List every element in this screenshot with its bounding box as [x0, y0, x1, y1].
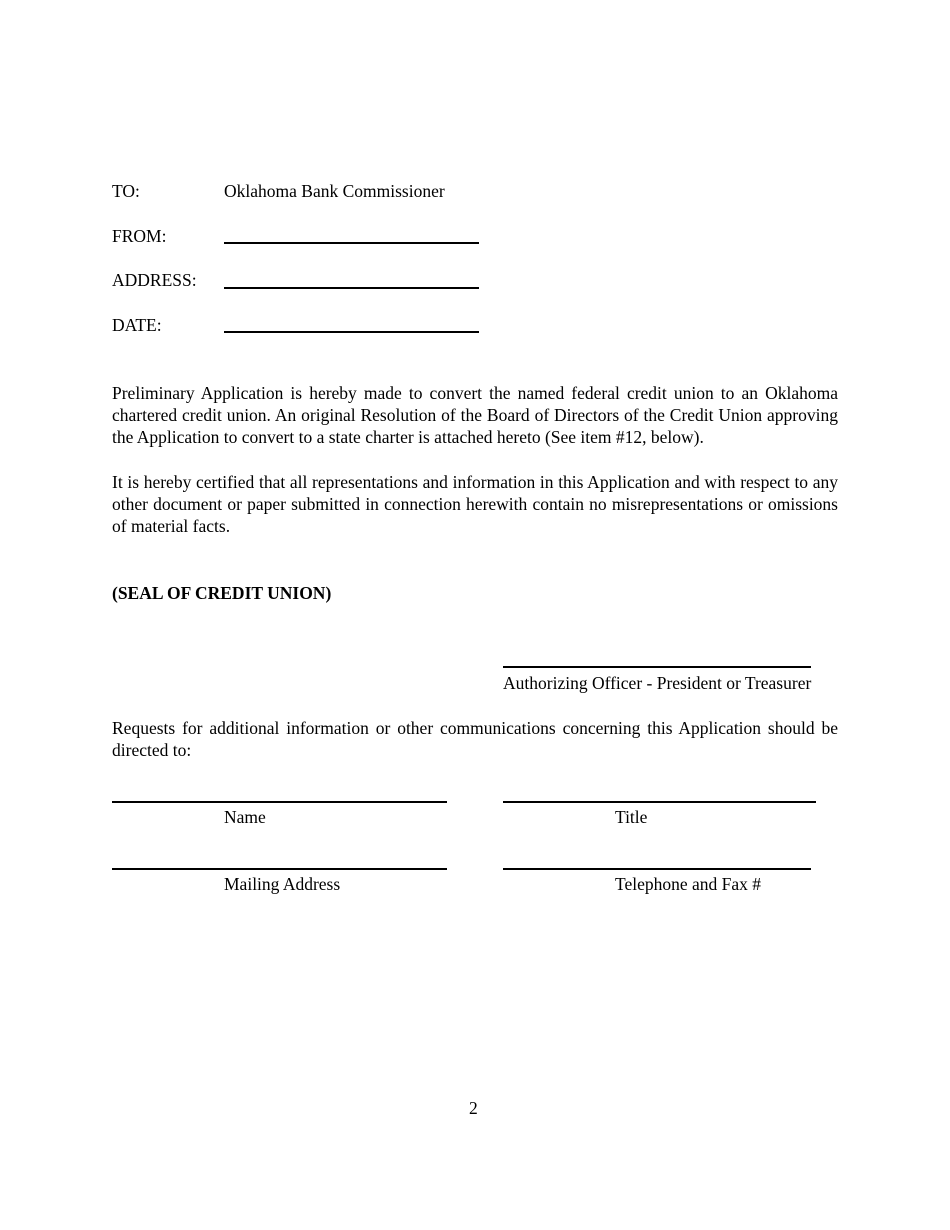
to-value: Oklahoma Bank Commissioner [224, 181, 445, 201]
contact-intro: Requests for additional information or other communications concerning this Application should be directed to: [112, 718, 838, 760]
title-field-line[interactable] [503, 801, 816, 803]
name-label: Name [224, 807, 266, 827]
page-number: 2 [469, 1098, 478, 1118]
mailing-address-field-line[interactable] [112, 868, 447, 870]
application-paragraph: Preliminary Application is hereby made to convert the named federal credit union to an Oklahoma chartered credit union. An original Resolution of the Board of Directors of the Credit Union approving the Application to convert to a state charter is attached hereto (See item #12, below). [112, 383, 838, 447]
to-label: TO: [112, 181, 140, 201]
telephone-fax-label: Telephone and Fax # [615, 874, 762, 894]
signature-line[interactable] [503, 666, 811, 668]
date-field-line[interactable] [224, 331, 479, 333]
seal-label: (SEAL OF CREDIT UNION) [112, 583, 332, 603]
date-label: DATE: [112, 315, 162, 335]
mailing-address-label: Mailing Address [224, 874, 341, 894]
from-label: FROM: [112, 226, 167, 246]
address-field-line[interactable] [224, 287, 479, 289]
name-field-line[interactable] [112, 801, 447, 803]
signature-caption: Authorizing Officer - President or Treasurer [503, 673, 812, 693]
certification-paragraph: It is hereby certified that all representations and information in this Application and with respect to any other document or paper submitted in connection herewith contain no misrepresentations or omissions of material facts. [112, 472, 838, 536]
address-label: ADDRESS: [112, 270, 197, 290]
telephone-fax-field-line[interactable] [503, 868, 811, 870]
title-label: Title [615, 807, 648, 827]
from-field-line[interactable] [224, 242, 479, 244]
